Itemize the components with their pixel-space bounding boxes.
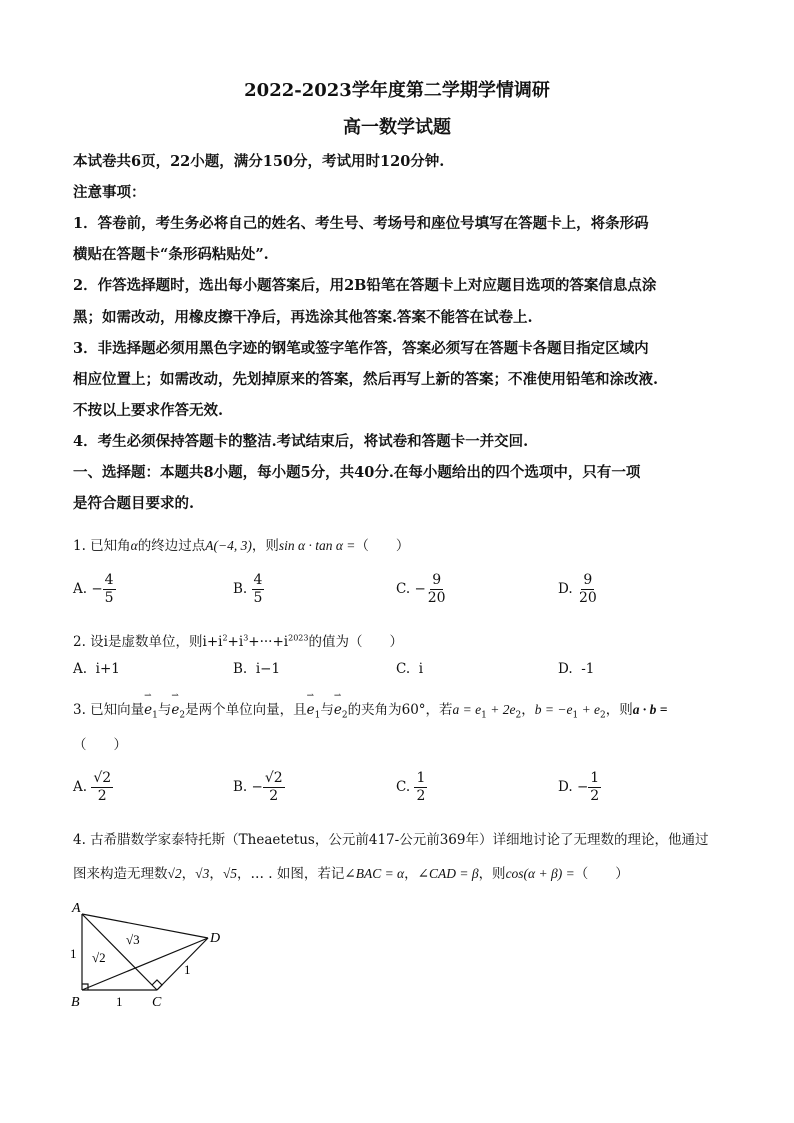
question-1 — [73, 534, 409, 554]
fraction — [588, 770, 601, 805]
q3-text: 是两个单位向量，且 — [185, 702, 307, 718]
exam-title: 2022-2023学年度第二学期学情调研 — [244, 80, 550, 101]
side-ac-label: √2 — [92, 950, 106, 965]
q3-text: 的夹角为60°，若 — [347, 702, 453, 718]
right-angle-mark-c — [152, 980, 162, 990]
q4-text: ， — [209, 866, 223, 882]
point-d-label: D — [210, 931, 221, 946]
option-label: B. — [233, 661, 248, 677]
section-heading: 一、选择题：本题共8小题，每小题5分，共40分.在每小题给出的四个选项中，只有一项 — [73, 464, 641, 481]
numerator: 1 — [416, 770, 426, 786]
q3-a-expr: a = e — [452, 702, 482, 717]
q3-text: 与 — [157, 702, 172, 718]
exponent: 3 — [243, 633, 249, 643]
side-ad-label: √3 — [126, 932, 140, 947]
fraction — [103, 572, 116, 607]
numerator: 9 — [432, 572, 442, 588]
side-cd-label: 1 — [184, 962, 191, 977]
q3-text: ，则 — [605, 702, 633, 718]
subscript: 1 — [481, 710, 487, 721]
notice-line: 黑；如需改动，用橡皮擦干净后，再选涂其他答案.答案不能答在试卷上. — [73, 309, 533, 326]
q1-expr: sin α · tan α = — [278, 538, 356, 553]
numerator: 4 — [104, 572, 114, 588]
subscript: 2 — [515, 710, 522, 721]
fraction — [91, 770, 113, 805]
q4-text: ， — [404, 866, 418, 882]
q1-option-a — [73, 572, 116, 607]
q1-option-d — [558, 572, 599, 607]
question-3 — [73, 698, 667, 721]
notice-line: 4．考生必须保持答题卡的整洁.考试结束后，将试卷和答题卡一并交回. — [73, 433, 529, 450]
question-4-line-1: 4. 古希腊数学家泰特托斯（Theaetetus，公元前417-公元前369年）详细地讨论了无理数的理论，他通过 — [73, 832, 709, 848]
q2-option-b — [233, 661, 280, 677]
q1-paren: （ ） — [355, 538, 410, 554]
q3-option-b — [233, 770, 285, 805]
fraction — [263, 770, 285, 805]
q1-option-b — [233, 572, 264, 607]
numerator: √2 — [264, 770, 283, 786]
numerator: 1 — [590, 770, 600, 786]
option-label: A. — [73, 581, 88, 597]
numerator: √2 — [93, 770, 112, 786]
notice-line: 相应位置上；如需改动，先划掉原来的答案，然后再写上新的答案；不准使用铅笔和涂改液. — [73, 371, 659, 388]
option-text: i−1 — [255, 661, 281, 677]
option-text: i+1 — [95, 661, 120, 677]
q4-sqrt5: √5 — [222, 866, 238, 881]
q3-option-a — [73, 770, 113, 805]
point-b-label: B — [71, 995, 80, 1010]
numerator: 4 — [253, 572, 263, 588]
fraction — [252, 572, 265, 607]
q1-option-c — [396, 572, 448, 607]
q3-text: 与 — [320, 702, 334, 718]
denominator: 2 — [416, 788, 426, 804]
q3-option-c — [396, 770, 427, 805]
q4-angle-bac: ∠BAC = α — [344, 866, 405, 881]
exponent: 2023 — [288, 633, 309, 643]
question-2 — [73, 630, 403, 650]
question-4-line-2 — [73, 862, 629, 882]
q2-text: 的值为（ ） — [308, 634, 403, 650]
q3-text: 3. 已知向量 — [73, 702, 145, 718]
q3-b-expr: + e — [578, 702, 601, 717]
notice-line: 2．作答选择题时，选出每小题答案后，用2B铅笔在答题卡上对应题目选项的答案信息点涂 — [73, 277, 657, 294]
denominator: 2 — [269, 788, 279, 804]
subscript: 1 — [572, 710, 579, 721]
fraction — [414, 770, 427, 805]
subscript: 2 — [179, 710, 186, 721]
numerator: 9 — [583, 572, 593, 588]
vector-e: ⇀ e — [144, 702, 152, 718]
side-ab-label: 1 — [70, 946, 77, 961]
q2-expr: +i — [227, 634, 244, 650]
q4-text: 图来构造无理数 — [73, 866, 168, 882]
q1-alpha: α — [130, 538, 138, 553]
q2-expr: i+i — [202, 634, 223, 650]
segment-cd — [157, 938, 208, 990]
q3-text: ， — [521, 702, 535, 718]
q4-paren: （ ） — [574, 866, 629, 882]
q4-cos-expr: cos(α + β) = — [505, 866, 575, 881]
q1-text: 1. 已知角 — [73, 538, 131, 554]
option-label: D. — [558, 779, 573, 795]
vector-e: ⇀ e — [334, 702, 342, 718]
vector-e: ⇀ e — [307, 702, 315, 718]
denominator: 5 — [253, 590, 263, 606]
option-sign: − — [91, 581, 103, 597]
q4-angle-cad: ∠CAD = β — [417, 866, 479, 881]
denominator: 20 — [427, 590, 446, 606]
side-bc-label: 1 — [116, 994, 123, 1009]
option-label: A. — [73, 779, 88, 795]
exponent: 2 — [222, 633, 228, 643]
q4-text: ，… . 如图，若记 — [237, 866, 345, 882]
notice-line: 不按以上要求作答无效. — [73, 402, 224, 419]
q4-text: ，则 — [478, 866, 506, 882]
option-label: B. — [233, 779, 248, 795]
point-a-label: A — [72, 901, 81, 916]
option-text: i — [418, 661, 424, 677]
q3-dot-product: a · b = — [632, 702, 668, 717]
option-label: D. — [558, 661, 573, 677]
q2-expr: +···+i — [248, 634, 289, 650]
denominator: 20 — [578, 590, 597, 606]
option-label: C. — [396, 779, 411, 795]
notice-line: 横贴在答题卡“条形码粘贴处”. — [73, 246, 269, 263]
denominator: 2 — [590, 788, 600, 804]
option-sign: − — [576, 779, 589, 795]
option-sign: − — [251, 779, 263, 795]
q3-a-expr: + 2e — [486, 702, 516, 717]
notice-title: 注意事项： — [73, 184, 146, 201]
subscript: 1 — [152, 710, 158, 721]
option-label: D. — [558, 581, 573, 597]
q1-text: ，则 — [251, 538, 279, 554]
q4-sqrt3: √3 — [195, 866, 210, 881]
q3-option-d — [558, 770, 601, 805]
q2-text: 2. 设i是虚数单位，则 — [73, 634, 203, 650]
notice-line: 1．答卷前，考生务必将自己的姓名、考生号、考场号和座位号填写在答题卡上，将条形码 — [73, 215, 649, 232]
q1-point: A(−4, 3) — [205, 538, 252, 553]
q2-option-a — [73, 661, 120, 677]
vector-e: ⇀ e — [171, 702, 179, 718]
geometry-figure — [60, 898, 230, 1013]
q3-b-expr: b = −e — [534, 702, 573, 717]
intro-text: 本试卷共6页，22小题，满分150分，考试用时120分钟. — [73, 153, 445, 170]
option-sign: − — [414, 581, 426, 597]
option-label: A. — [73, 661, 88, 677]
option-text: -1 — [581, 661, 595, 677]
q4-sqrt2: √2 — [167, 866, 182, 881]
denominator: 2 — [97, 788, 107, 804]
segment-ad — [82, 914, 208, 938]
q4-text: ， — [181, 866, 196, 882]
q2-option-c — [396, 661, 423, 677]
section-heading: 是符合题目要求的. — [73, 495, 195, 512]
q1-text: 的终边过点 — [137, 538, 206, 554]
q3-paren: （ ） — [73, 737, 127, 753]
exam-subtitle: 高一数学试题 — [343, 117, 451, 138]
subscript: 2 — [600, 710, 606, 721]
subscript: 1 — [314, 710, 321, 721]
q2-option-d — [558, 661, 594, 677]
point-c-label: C — [152, 995, 162, 1010]
option-label: C. — [396, 661, 411, 677]
denominator: 5 — [104, 590, 114, 606]
fraction — [577, 572, 599, 607]
notice-line: 3．非选择题必须用黑色字迹的钢笔或签字笔作答，答案必须写在答题卡各题目指定区域内 — [73, 340, 649, 357]
fraction — [426, 572, 448, 607]
option-label: C. — [396, 581, 411, 597]
option-label: B. — [233, 581, 248, 597]
subscript: 2 — [341, 710, 348, 721]
